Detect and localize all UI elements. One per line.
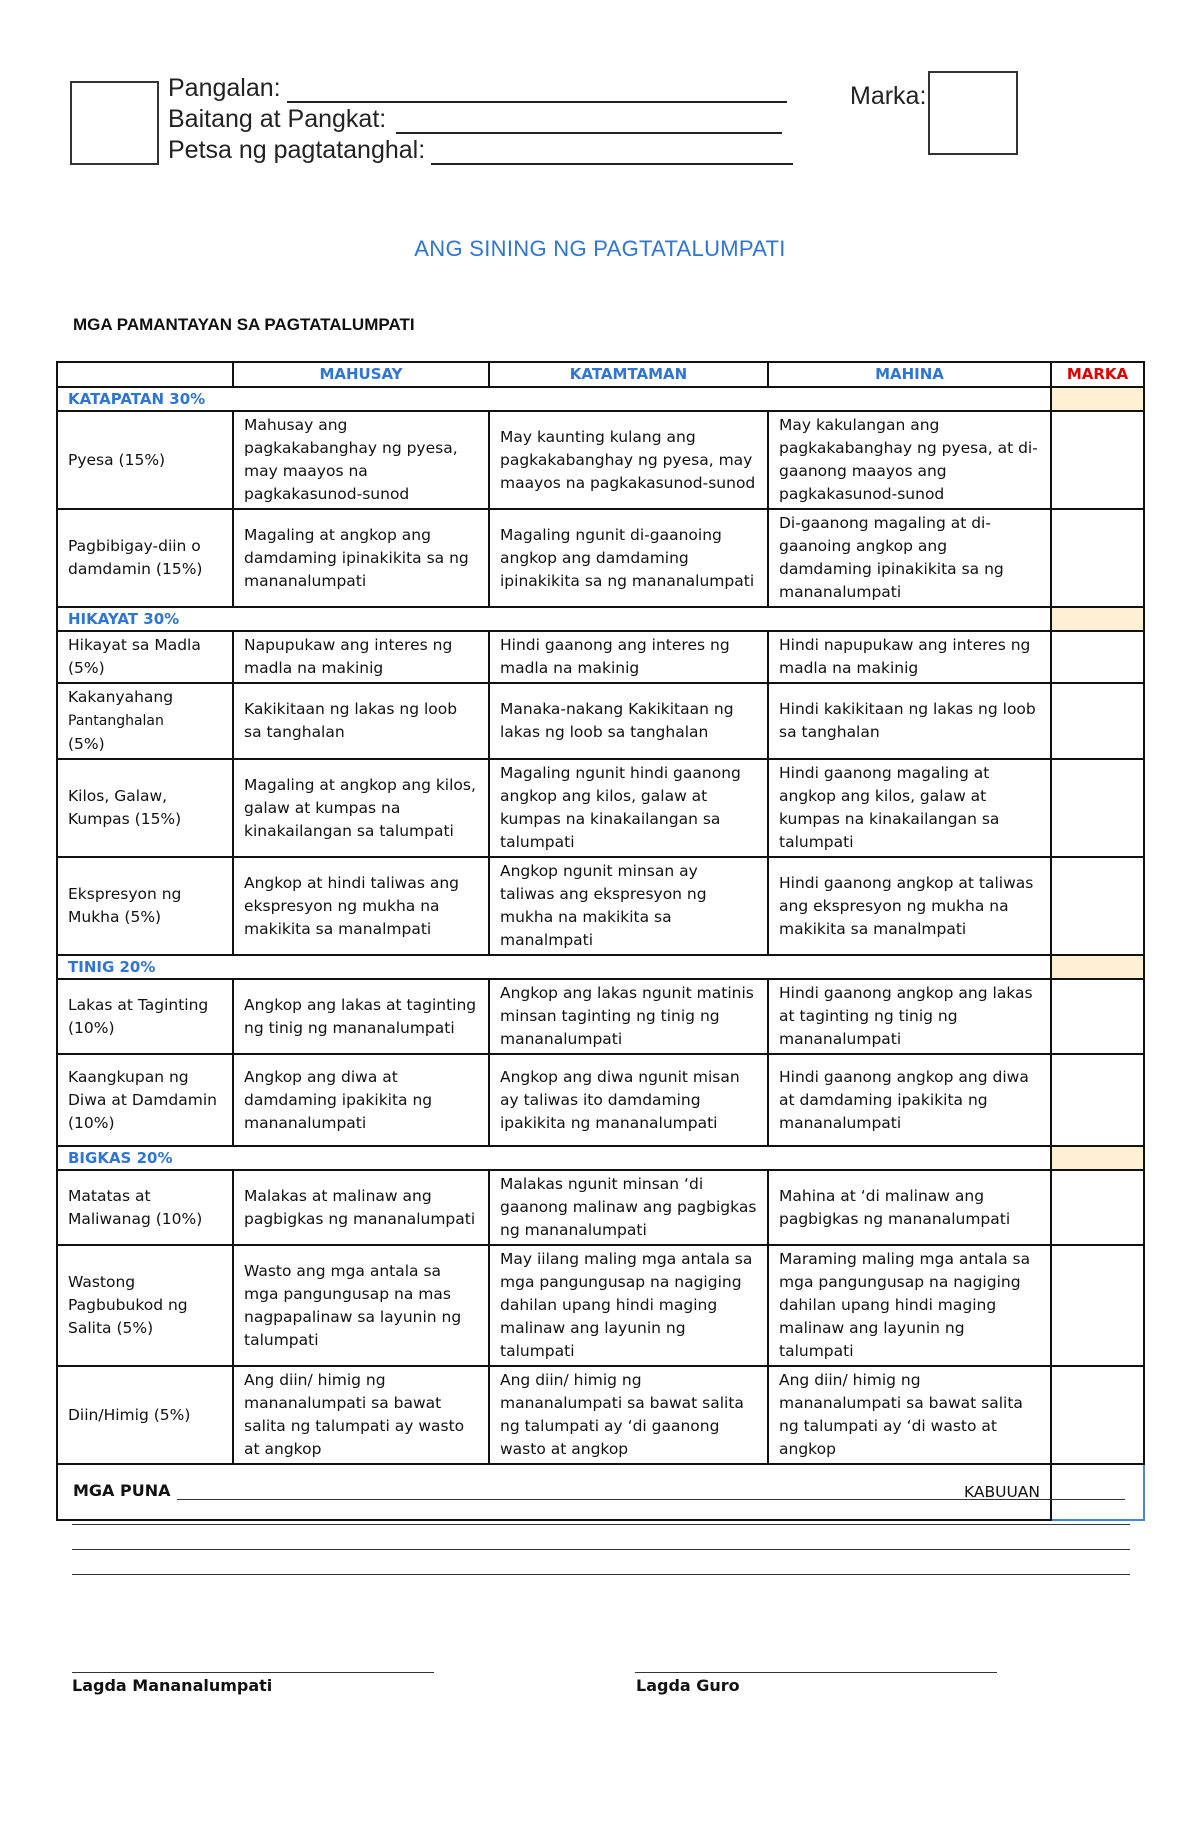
mahina-cell: Hindi napupukaw ang interes ng madla na makinig [768,631,1051,683]
score-cell[interactable] [1051,979,1144,1054]
criterion-main: Kakanyahang [68,688,174,706]
criterion-sub: Pantanghalan [68,713,164,729]
photo-box [70,81,159,165]
criterion-cell: Ekspresyon ng Mukha (5%) [57,857,233,955]
header-katamtaman: KATAMTAMAN [489,362,768,387]
score-cell[interactable] [1051,1170,1144,1245]
mahina-cell: Mahina at ‘di malinaw ang pagbigkas ng mananalumpati [768,1170,1051,1245]
speaker-signature-label: Lagda Mananalumpati [72,1676,273,1695]
category-row [57,387,1144,411]
comments-line-4[interactable] [72,1574,1130,1575]
name-line [168,74,787,103]
name-field[interactable] [287,77,787,103]
header-criterion [57,362,233,387]
table-row [57,1054,1144,1146]
comments-line-3[interactable] [72,1549,1130,1550]
table-row [57,411,1144,509]
category-score-cell[interactable] [1051,955,1144,979]
category-row [57,607,1144,631]
category-row [57,1146,1144,1170]
table-row [57,857,1144,955]
criterion-cell: Wastong Pagbubukod ng Salita (5%) [57,1245,233,1366]
category-score-cell[interactable] [1051,1146,1144,1170]
table-row [57,1245,1144,1366]
grade-section-label: Baitang at Pangkat: [168,105,387,133]
mahusay-cell: Magaling at angkop ang damdaming ipinakikita sa ng mananalumpati [233,509,489,607]
mahusay-cell: Ang diin/ himig ng mananalumpati sa bawat salita ng talumpati ay wasto at angkop [233,1366,489,1464]
section-title: MGA PAMANTAYAN SA PAGTATALUMPATI [73,315,415,334]
criterion-cell [57,683,233,759]
katamtaman-cell: May iilang maling mga antala sa mga pangungusap na nagiging dahilan upang hindi maging malinaw ang layunin ng talumpati [489,1245,768,1366]
criterion-cell: Kilos, Galaw, Kumpas (15%) [57,759,233,857]
mahina-cell: Maraming maling mga antala sa mga pangungusap na nagiging dahilan upang hindi maging malinaw ang layunin ng talumpati [768,1245,1051,1366]
teacher-signature-line[interactable] [635,1672,997,1673]
katamtaman-cell: Angkop ang lakas ngunit matinis minsan taginting ng tinig ng mananalumpati [489,979,768,1054]
header-mahusay: MAHUSAY [233,362,489,387]
mahina-cell: Hindi gaanong magaling at angkop ang kilos, galaw at kumpas na kinakailangan sa talumpati [768,759,1051,857]
score-cell[interactable] [1051,857,1144,955]
katamtaman-cell: Angkop ngunit minsan ay taliwas ang ekspresyon ng mukha na makikita sa manalmpati [489,857,768,955]
comments-line [73,1481,1125,1500]
score-cell[interactable] [1051,1245,1144,1366]
name-label: Pangalan: [168,74,281,102]
score-cell[interactable] [1051,683,1144,759]
table-row [57,509,1144,607]
mahusay-cell: Wasto ang mga antala sa mga pangungusap na mas nagpapalinaw sa layunin ng talumpati [233,1245,489,1366]
mahina-cell: Hindi kakikitaan ng lakas ng loob sa tanghalan [768,683,1051,759]
katamtaman-cell: Manaka-nakang Kakikitaan ng lakas ng loob sa tanghalan [489,683,768,759]
category-label: BIGKAS 20% [57,1146,1051,1170]
rubric-table [56,361,1145,1521]
criterion-cell: Kaangkupan ng Diwa at Damdamin (10%) [57,1054,233,1146]
mahusay-cell: Angkop at hindi taliwas ang ekspresyon ng mukha na makikita sa manalmpati [233,857,489,955]
score-cell[interactable] [1051,759,1144,857]
criterion-cell: Lakas at Taginting (10%) [57,979,233,1054]
score-cell[interactable] [1051,631,1144,683]
criterion-cell: Diin/Himig (5%) [57,1366,233,1464]
header-mahina: MAHINA [768,362,1051,387]
grade-section-field[interactable] [396,108,782,134]
mahina-cell: Hindi gaanong angkop at taliwas ang ekspresyon ng mukha na makikita sa manalmpati [768,857,1051,955]
mahusay-cell: Magaling at angkop ang kilos, galaw at kumpas na kinakailangan sa talumpati [233,759,489,857]
criterion-cell: Hikayat sa Madla (5%) [57,631,233,683]
mahusay-cell: Angkop ang lakas at taginting ng tinig ng mananalumpati [233,979,489,1054]
katamtaman-cell: Angkop ang diwa ngunit misan ay taliwas ito damdaming ipakikita ng mananalumpati [489,1054,768,1146]
category-score-cell[interactable] [1051,387,1144,411]
table-row [57,979,1144,1054]
table-row [57,759,1144,857]
score-box[interactable] [928,71,1018,155]
table-row [57,1170,1144,1245]
katamtaman-cell: Magaling ngunit hindi gaanong angkop ang kilos, galaw at kumpas na kinakailangan sa talumpati [489,759,768,857]
mahusay-cell: Malakas at malinaw ang pagbigkas ng mananalumpati [233,1170,489,1245]
category-score-cell[interactable] [1051,607,1144,631]
mahina-cell: Hindi gaanong angkop ang diwa at damdaming ipakikita ng mananalumpati [768,1054,1051,1146]
katamtaman-cell: Magaling ngunit di-gaanoing angkop ang damdaming ipinakikita sa ng mananalumpati [489,509,768,607]
katamtaman-cell: Malakas ngunit minsan ‘di gaanong malinaw ang pagbigkas ng mananalumpati [489,1170,768,1245]
score-label: Marka: [850,82,927,110]
total-label: KABUUAN [57,1464,1051,1520]
grade-section-line [168,105,782,134]
teacher-signature-label: Lagda Guro [636,1676,740,1695]
table-row [57,631,1144,683]
date-line [168,136,793,165]
katamtaman-cell: May kaunting kulang ang pagkakabanghay ng pyesa, may maayos na pagkakasunod-sunod [489,411,768,509]
katamtaman-cell: Hindi gaanong ang interes ng madla na makinig [489,631,768,683]
category-row [57,955,1144,979]
criterion-cell: Pagbibigay-diin o damdamin (15%) [57,509,233,607]
mahina-cell: Ang diin/ himig ng mananalumpati sa bawat salita ng talumpati ay ‘di wasto at angkop [768,1366,1051,1464]
table-row [57,1366,1144,1464]
mahusay-cell: Angkop ang diwa at damdaming ipakikita ng mananalumpati [233,1054,489,1146]
score-cell[interactable] [1051,1366,1144,1464]
header-marka: MARKA [1051,362,1144,387]
mahusay-cell: Napupukaw ang interes ng madla na makinig [233,631,489,683]
mahusay-cell: Mahusay ang pagkakabanghay ng pyesa, may maayos na pagkakasunod-sunod [233,411,489,509]
date-label: Petsa ng pagtatanghal: [168,136,426,164]
comments-line-2[interactable] [72,1524,1130,1525]
mahina-cell: Di-gaanong magaling at di-gaanoing angkop ang damdaming ipinakikita sa ng mananalumpati [768,509,1051,607]
mahina-cell: May kakulangan ang pagkakabanghay ng pyesa, at di-gaanong maayos ang pagkakasunod-sunod [768,411,1051,509]
date-field[interactable] [431,139,793,165]
score-cell[interactable] [1051,509,1144,607]
table-row [57,683,1144,759]
page-title: ANG SINING NG PAGTATALUMPATI [414,236,786,261]
score-cell[interactable] [1051,1054,1144,1146]
criterion-pct: (5%) [68,735,105,753]
speaker-signature-line[interactable] [72,1672,434,1673]
category-label: HIKAYAT 30% [57,607,1051,631]
criterion-cell: Pyesa (15%) [57,411,233,509]
katamtaman-cell: Ang diin/ himig ng mananalumpati sa bawat salita ng talumpati ay ‘di gaanong wasto at angkop [489,1366,768,1464]
category-label: TINIG 20% [57,955,1051,979]
score-cell[interactable] [1051,411,1144,509]
mahusay-cell: Kakikitaan ng lakas ng loob sa tanghalan [233,683,489,759]
table-header-row [57,362,1144,387]
comments-field[interactable] [177,1483,1125,1500]
mahina-cell: Hindi gaanong angkop ang lakas at taginting ng tinig ng mananalumpati [768,979,1051,1054]
criterion-cell: Matatas at Maliwanag (10%) [57,1170,233,1245]
category-label: KATAPATAN 30% [57,387,1051,411]
comments-label: MGA PUNA [73,1481,171,1500]
